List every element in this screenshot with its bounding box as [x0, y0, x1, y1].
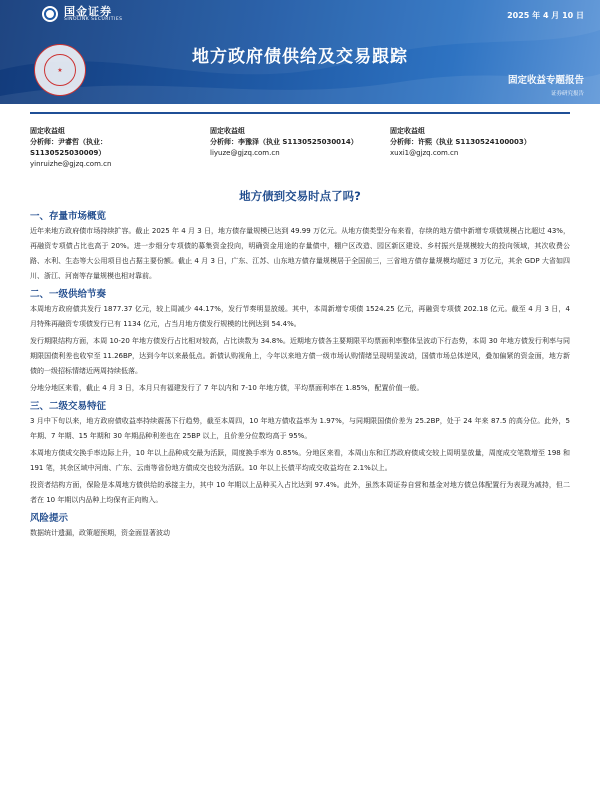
section-heading-secondary: 三、二级交易特征 — [30, 401, 107, 412]
author-email[interactable]: yinruizhe@gjzq.com.cn — [30, 160, 112, 168]
author-email[interactable]: xuxi1@gjzq.com.cn — [390, 149, 459, 157]
company-logo — [42, 6, 123, 23]
author-analyst: 分析师：尹睿哲（执业： — [30, 138, 107, 146]
author-analyst: 分析师：李豫泽（执业 S1130525030014） — [210, 138, 358, 146]
section-heading-stock: 一、存量市场概览 — [30, 211, 107, 222]
author-2 — [210, 126, 358, 159]
author-block — [30, 126, 570, 176]
section-heading-primary: 二、一级供给节奏 — [30, 289, 107, 300]
author-group: 固定收益组 — [30, 127, 65, 135]
logo-en-text: SINOLINK SECURITIES — [64, 17, 123, 22]
header-banner — [0, 0, 600, 104]
section-paragraph: 近年来地方政府债市场持续扩容。截止 2025 年 4 月 3 日，地方债存量规模已达到 49.99 万亿元。从地方债类型分布来看，存续的地方债中新增专项债规模占比超过 43%，再融资专项债占比也高于 20%。进一步细分专项债的募集资金投向，明确资金用途的存量债中，棚户区改造、园区新区建设、乡村振兴是规模较大的投向领域，其次收费公路、水利、生态等大公用项目也占据主要份额。截止 4 月 3 日，广东、江苏、山东地方债存量规模居于全国前三，三省地方债存量规模均超过 3 万亿元，其余 GDP 大省如四川、浙江、河南等存量规模也相对靠前。 — [30, 227, 570, 280]
section-paragraph: 本周地方债成交换手率边际上升，10 年以上品种成交最为活跃，周度换手率为 0.85%。分地区来看，本周山东和江苏政府债成交较上周明显放量，周度成交笔数增至 198 和 191 笔，其余区域中河南、广东、云南等省份地方债成交也较为活跃。10 年以上长债平均成交收益均在 2.1%以上。 — [30, 449, 570, 472]
report-date: 2025 年 4 月 10 日 — [507, 11, 584, 20]
seal-inner-icon: ★ — [44, 54, 76, 86]
report-subtype: 证券研究报告 — [550, 91, 584, 97]
author-1 — [30, 126, 111, 170]
author-group: 固定收益组 — [390, 127, 425, 135]
report-body — [30, 206, 570, 543]
author-analyst-cont: S1130525030009） — [30, 149, 106, 157]
logo-icon — [42, 6, 58, 22]
author-group: 固定收益组 — [210, 127, 245, 135]
logo-cn-text: 国金证券 — [64, 5, 112, 18]
section-heading-risk: 风险提示 — [30, 513, 69, 524]
section-paragraph: 3 月中下旬以来，地方政府债收益率持续震荡下行趋势，截至本周四，10 年地方债收益率为 1.97%，与同期限国债价差为 25.2BP，处于 24 年来 87.5 的高分位。此外，5 年期、7 年期、15 年期和 30 年期品种利差也在 25BP 以上，且价差分位数均高于 95%。 — [30, 417, 570, 440]
report-type: 固定收益专题报告 — [507, 75, 584, 86]
section-paragraph: 发行期限结构方面，本周 10-20 年地方债发行占比相对较高，占比读数为 34.8%。近期地方债各主要期限平均票面利率整体呈波动下行态势，本周 30 年地方债发行利率与同期限国债利差也收窄至 11.26BP，达到今年以来最低点。新债认购视角上，今年以来地方债一级市场认购情绪呈现明显波动，国债市场总体逆风，叠加偏紧的资金面，地方新债的一级招标情绪近两周持续低落。 — [30, 337, 570, 375]
section-paragraph: 投资者结构方面，保险是本周地方债供给的承接主力，其中 10 年期以上品种买入占比达到 97.4%。此外，虽然本周证券自营和基金对地方债总体配置行为表现为减持，但二者在 10 年期以内品种上均保有正向购入。 — [30, 481, 570, 504]
document-title: 地方债到交易时点了吗? — [239, 189, 361, 203]
page-title: 地方政府债供给及交易跟踪 — [192, 47, 408, 67]
author-3 — [390, 126, 531, 159]
section-paragraph: 数据统计遗漏，政策超预期，资金面显著波动 — [30, 529, 170, 537]
header-divider — [30, 112, 570, 114]
author-email[interactable]: liyuze@gjzq.com.cn — [210, 149, 280, 157]
section-paragraph: 本周地方政府债共发行 1877.37 亿元，较上周减少 44.17%，发行节奏明显放缓。其中，本周新增专项债 1524.25 亿元，再融资专项债 202.18 亿元。截至 4 月 3 日，4 月特殊再融资专项债发行已有 1134 亿元，占当月地方债发行规模的比例达到 54.4%。 — [30, 305, 570, 328]
author-analyst: 分析师：许熙（执业 S1130524100003） — [390, 138, 531, 146]
section-paragraph: 分地分地区来看，截止 4 月 3 日，本月只有福建发行了 7 年以内和 7-10 年地方债，平均票面利率在 1.85%，配置价值一般。 — [30, 384, 424, 392]
